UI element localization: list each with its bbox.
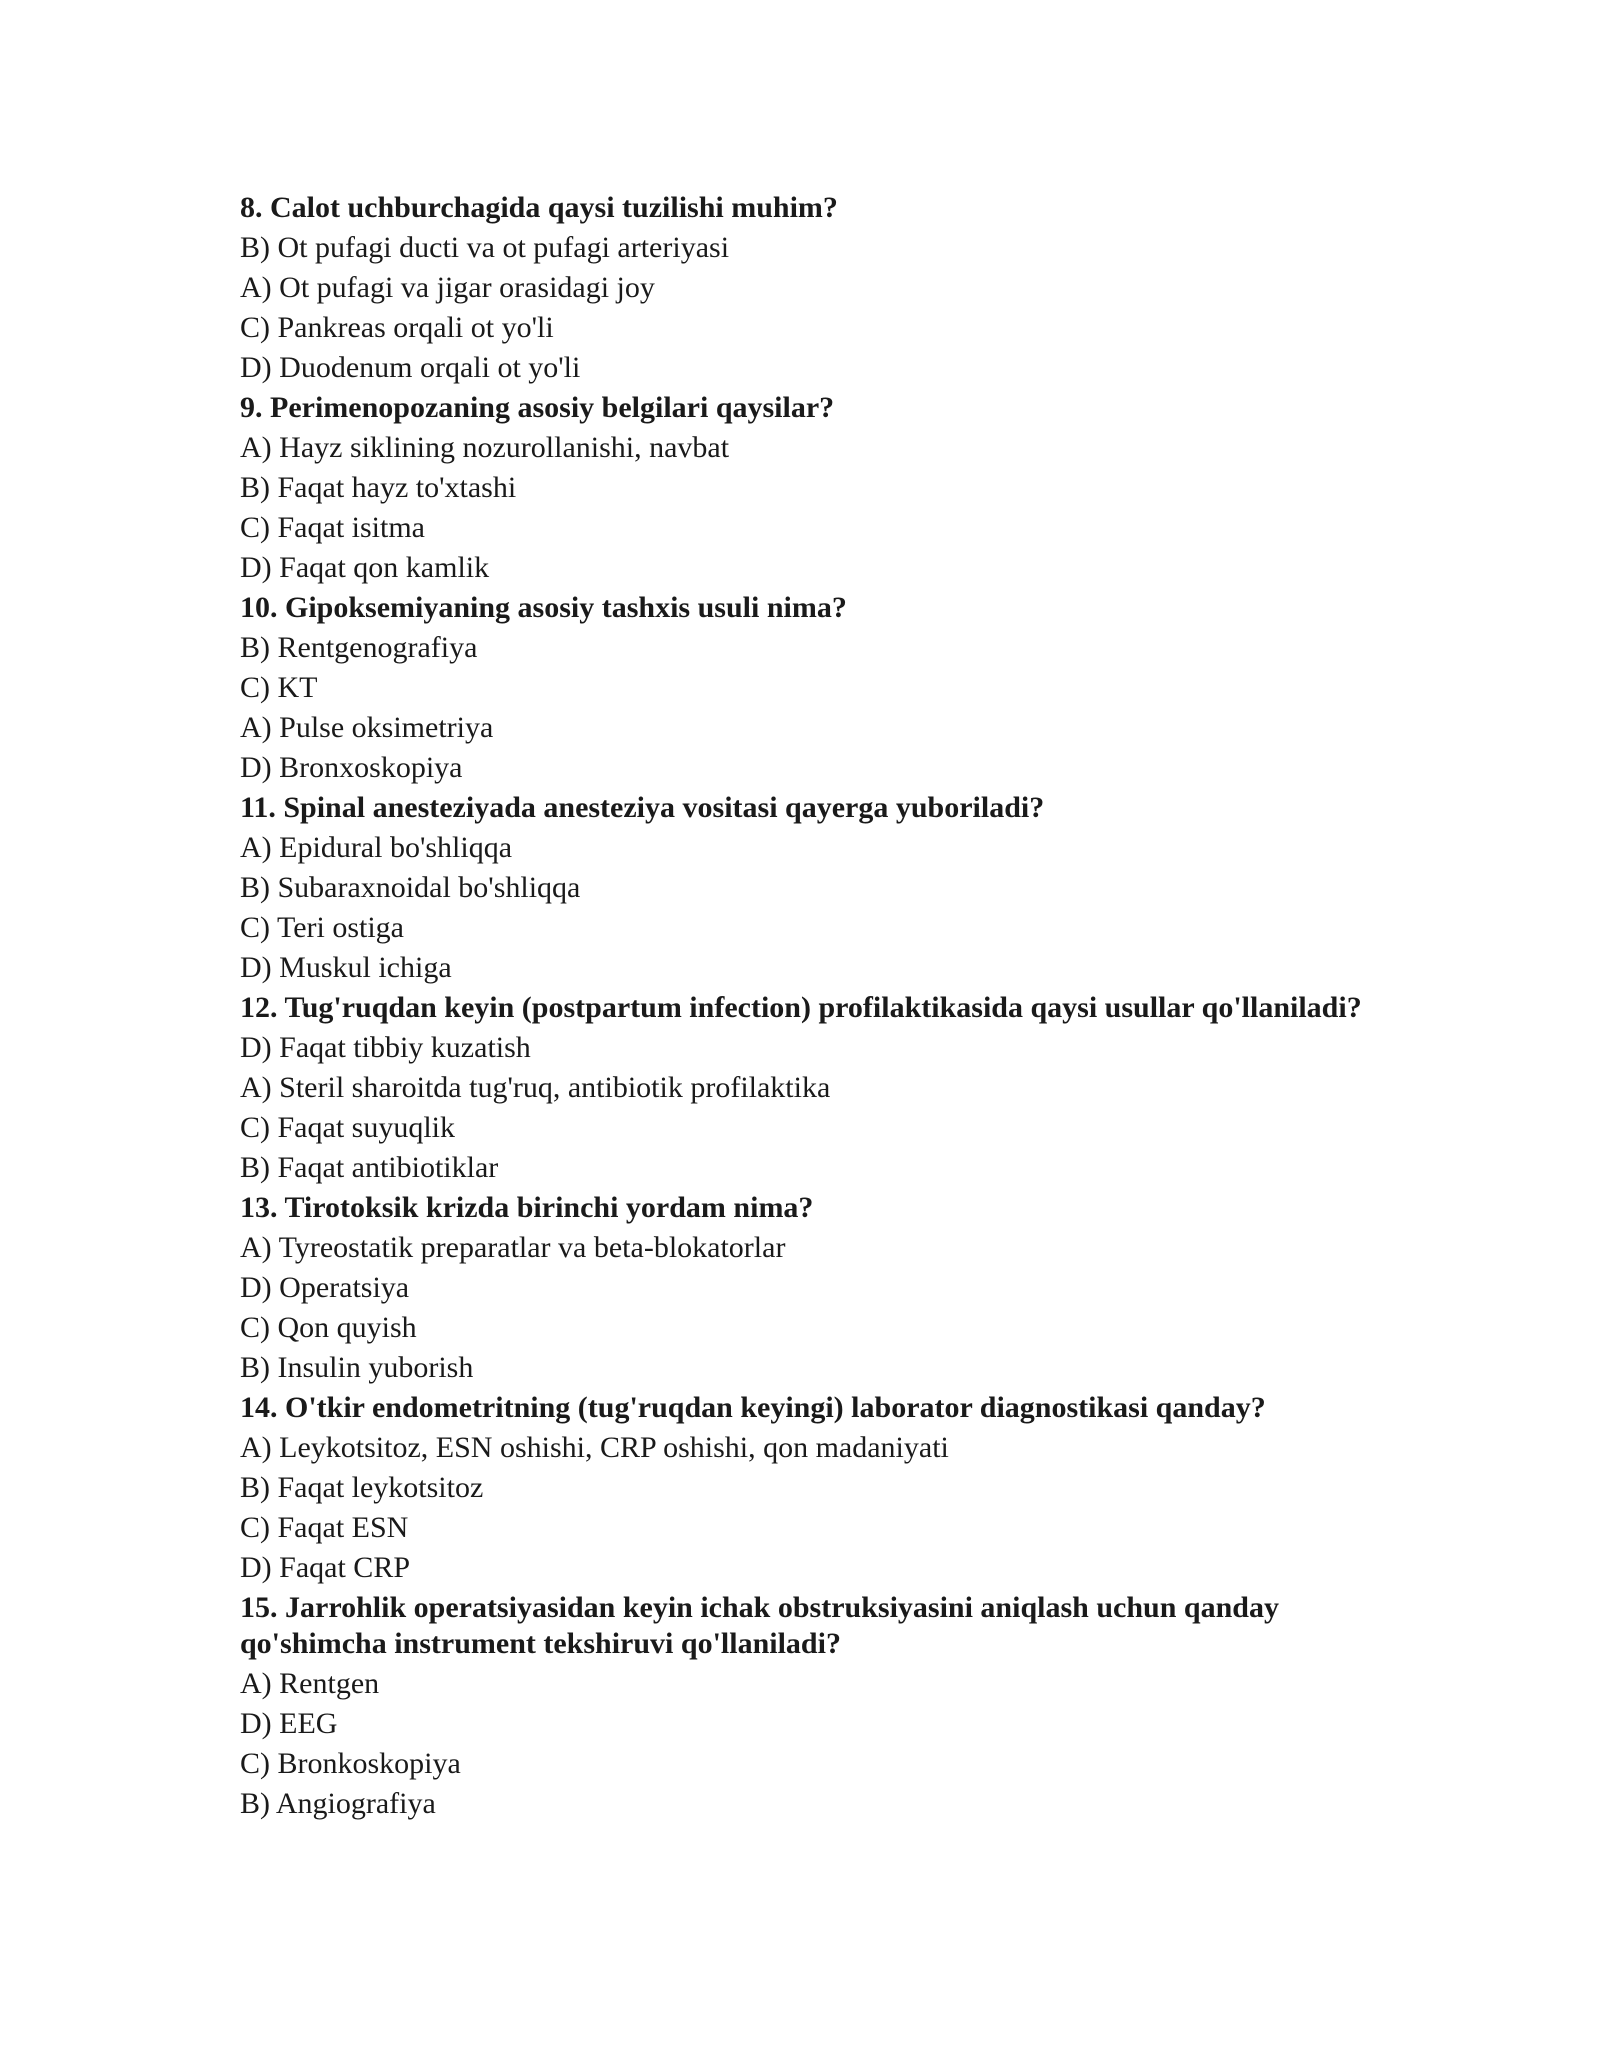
answer-option: C) Faqat isitma	[240, 511, 425, 544]
answer-option: A) Steril sharoitda tug'ruq, antibiotik profilaktika	[240, 1071, 831, 1104]
answer-option: D) Operatsiya	[240, 1271, 410, 1304]
answer-option: D) Bronxoskopiya	[240, 751, 463, 784]
question-block	[240, 988, 1370, 1188]
answer-option: C) Faqat suyuqlik	[240, 1111, 455, 1144]
answer-option: D) Muskul ichiga	[240, 951, 452, 984]
answer-option: C) KT	[240, 671, 318, 704]
answer-option: C) Teri ostiga	[240, 911, 404, 944]
question-block	[240, 1188, 1370, 1388]
question-block	[240, 588, 1370, 788]
answer-option: C) Pankreas orqali ot yo'li	[240, 311, 554, 344]
answer-option: A) Tyreostatik preparatlar va beta-blokatorlar	[240, 1231, 786, 1264]
question-text: 15. Jarrohlik operatsiyasidan keyin ichak obstruksiyasini aniqlash uchun qanday qo'shimcha instrument tekshiruvi qo'llaniladi?	[240, 1591, 1279, 1660]
answer-option: B) Subaraxnoidal bo'shliqqa	[240, 871, 581, 904]
answer-option: B) Ot pufagi ducti va ot pufagi arteriyasi	[240, 231, 730, 264]
answer-option: A) Ot pufagi va jigar orasidagi joy	[240, 271, 655, 304]
question-block	[240, 188, 1370, 388]
answer-option: B) Faqat leykotsitoz	[240, 1471, 484, 1504]
answer-option: A) Hayz siklining nozurollanishi, navbat	[240, 431, 730, 464]
answer-option: B) Faqat hayz to'xtashi	[240, 471, 517, 504]
answer-option: B) Rentgenografiya	[240, 631, 478, 664]
question-block	[240, 1588, 1370, 1824]
question-text: 9. Perimenopozaning asosiy belgilari qaysilar?	[240, 391, 835, 424]
answer-option: A) Leykotsitoz, ESN oshishi, CRP oshishi, qon madaniyati	[240, 1431, 949, 1464]
question-text: 12. Tug'ruqdan keyin (postpartum infection) profilaktikasida qaysi usullar qo'llaniladi?	[240, 991, 1362, 1024]
answer-option: B) Faqat antibiotiklar	[240, 1151, 499, 1184]
question-text: 10. Gipoksemiyaning asosiy tashxis usuli nima?	[240, 591, 847, 624]
question-text: 14. O'tkir endometritning (tug'ruqdan keyingi) laborator diagnostikasi qanday?	[240, 1391, 1266, 1424]
question-block	[240, 788, 1370, 988]
answer-option: D) Faqat CRP	[240, 1551, 411, 1584]
question-text: 11. Spinal anesteziyada anesteziya vositasi qayerga yuboriladi?	[240, 791, 1045, 824]
answer-option: A) Epidural bo'shliqqa	[240, 831, 513, 864]
question-text: 13. Tirotoksik krizda birinchi yordam nima?	[240, 1191, 814, 1224]
question-block	[240, 1388, 1370, 1588]
answer-option: D) Duodenum orqali ot yo'li	[240, 351, 581, 384]
answer-option: A) Rentgen	[240, 1667, 380, 1700]
answer-option: C) Qon quyish	[240, 1311, 417, 1344]
answer-option: C) Faqat ESN	[240, 1511, 409, 1544]
answer-option: C) Bronkoskopiya	[240, 1747, 461, 1780]
answer-option: D) Faqat qon kamlik	[240, 551, 490, 584]
question-list	[240, 188, 1370, 1824]
answer-option: A) Pulse oksimetriya	[240, 711, 494, 744]
answer-option: D) EEG	[240, 1707, 338, 1740]
answer-option: B) Insulin yuborish	[240, 1351, 474, 1384]
answer-option: D) Faqat tibbiy kuzatish	[240, 1031, 531, 1064]
question-text: 8. Calot uchburchagida qaysi tuzilishi muhim?	[240, 191, 838, 224]
answer-option: B) Angiografiya	[240, 1787, 436, 1820]
question-block	[240, 388, 1370, 588]
